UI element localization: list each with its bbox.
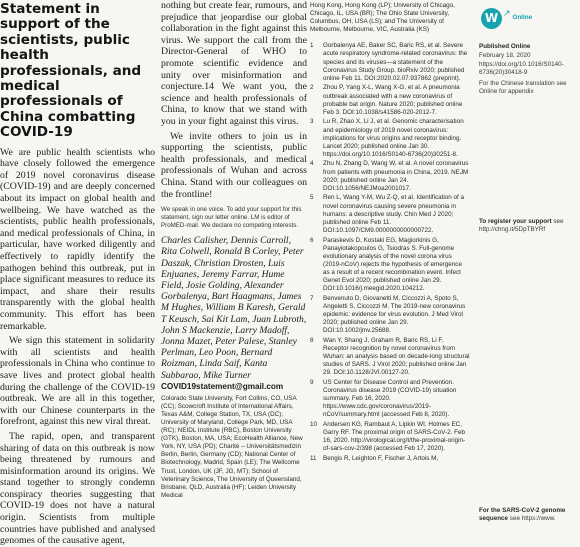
register-link[interactable]: see http://chng.it/5DpTBYRf — [479, 218, 564, 234]
reference-item — [310, 160, 470, 192]
reference-text: Zhu N, Zhang D, Wang W, et al. A novel coronavirus from patients with pneumonia in China, 2019. NEJM 2020; published online Jan 24. DOI:10.1056/NEJMoa2001017. — [323, 160, 469, 192]
affiliations: Colorado State University, Fort Collins, CO, USA (CC); Scowcroft Institute of International Affairs, Texas A&M, College Station, TX, USA (DC); University of Maryland, College Park, MD, USA (RC); NEIDL Institute (RBC), Boston University (GTK), Boston, MA, USA; EcoHealth Alliance, New York, NY, USA (PD); Charité – Universitätsmedizin Berlin, Berlin, Germany (CD); National Center of Biotechnology, Madrid, Spain (LE); The Wellcome Trust, London, UK (JF, JG, MT); School of Veterinary Science, The University of Queensland, Brisbane, QLD, Australia (HF); Leiden University Medical — [161, 394, 303, 499]
signatory-list: Charles Calisher, Dennis Carroll, Rita Colwell, Ronald B Corley, Peter Daszak, Christian Drosten, Luis Enjuanes, Jeremy Farrar, Hume Field, Josie Golding, Alexander Gorbalenya, Bart Haagmans, James M Hughes, William B Karesh, Gerald T Keusch, Sai Kit Lam, Juan Lubroth, John S Mackenzie, Larry Madoff, Jonna Mazet, Peter Palese, Stanley Perlman, Leo Poon, Bernard Roizman, Linda Saif, Kanta Subbarao, Mike Turner — [161, 235, 307, 381]
reference-text: Gorbalenya AE, Baker SC, Baric RS, et al. Severe acute respiratory syndrome-related coronavirus: the species and its viruses—a statement of the Coronavirus Study Group. bioRxiv 2020; published online Feb 11. DOI:2020.02.07.937862 (preprint). — [323, 42, 468, 82]
reference-number: 9 — [310, 378, 314, 386]
reference-list — [310, 42, 470, 463]
reference-number: 11 — [310, 454, 317, 462]
reference-text: Lu R, Zhao X, Li J, et al. Genomic characterisation and epidemiology of 2019 novel coronavirus: implications for virus origins and receptor binding. Lancet 2020; published online Jan 30. https://doi.org/10.1016/S0140-6736(20)30251-8. — [323, 118, 464, 158]
reference-item — [310, 84, 470, 116]
reference-item — [310, 295, 470, 335]
reference-text: Ren L, Wang Y-M, Wu Z-Q, et al. Identification of a novel coronavirus causing severe pneumonia in humans: a descriptive study. Chin Med J 2020; published online Feb 11. DOI:10.1097/CM9.0000000000000722. — [323, 194, 465, 234]
translation-note: For the Chinese translation see Online for appendix — [479, 79, 567, 96]
body-column-1 — [0, 147, 155, 547]
reference-number: 2 — [310, 84, 314, 92]
margin-column — [479, 0, 580, 529]
reference-item — [310, 337, 470, 377]
reference-item — [310, 421, 470, 453]
body-column-2 — [161, 0, 307, 200]
reference-item — [310, 118, 470, 158]
body-paragraph: We invite others to join us in supporting the scientists, public health professionals, and medical professionals of Wuhan and across China. Stand with our colleagues on the frontline! — [161, 130, 307, 200]
publication-date: February 18, 2020 — [479, 51, 531, 59]
affiliations-continued: Hong Kong, Hong Kong (LP); University of Chicago, Chicago, IL, USA (BR); The Ohio State University, Columbus, OH, USA (LS); and The University of Melbourne, Melbourne, VIC, Australia (KS) — [310, 2, 455, 34]
headline: Statement in support of the scientists, public health professionals, and medical professionals of China combatting COVID-19 — [0, 1, 142, 141]
reference-text: Andersen KG, Rambaut A, Lipkin WI, Holmes EC, Garry RF. The proximal origin of SARS-CoV-2. Feb 16, 2020. http://virological.org/t/the-proximal-origin-of-sars-cov-2/398 (accessed Feb 17, 2020). — [323, 420, 466, 453]
register-support-note — [479, 218, 580, 235]
column-3 — [310, 0, 470, 529]
body-paragraph: The rapid, open, and transparent sharing of data on this outbreak is now being threatened by rumours and misinformation around its origins. We stand together to strongly condemn conspiracy theories suggesting that COVID-19 does not have a natural origin. Scientists from multiple countries have published and analysed genomes of the causative agent, — [0, 430, 155, 547]
brand-logo — [481, 8, 580, 29]
body-paragraph: We sign this statement in solidarity with all scientists and health professionals in China who continue to save lives and protect global health during the challenge of the COVID-19 outbreak. We are all in this together, with our Chinese counterparts in the forefront, against this new viral threat. — [0, 335, 155, 428]
reference-item — [310, 379, 470, 419]
reference-number: 4 — [310, 160, 314, 168]
publication-info — [479, 43, 580, 96]
reference-number: 7 — [310, 294, 314, 302]
genome-note-label: For the SARS-CoV-2 genome sequence — [479, 507, 566, 523]
reference-number: 5 — [310, 194, 314, 202]
brand-label: Online — [512, 14, 533, 22]
reference-number: 3 — [310, 118, 314, 126]
reference-item — [310, 455, 470, 463]
reference-number: 8 — [310, 336, 314, 344]
body-paragraph: We are public health scientists who have closely followed the emergence of 2019 novel coronavirus disease (COVID-19) and are deeply concerned about its impact on global health and wellbeing. We have watched as the scientists, public health professionals, and medical professionals of China, in particular, have worked diligently and effectively to rapidly identify the pathogen behind this outbreak, put in place significant measures to reduce its impact, and share their results transparently with the global health community. This effort has been remarkable. — [0, 146, 155, 332]
disclosure-note: We speak in one voice. To add your support for this statement, sign our letter online. LM is editor of ProMED-mail. We declare no competing interests. — [161, 206, 302, 230]
reference-text: Benvenuto D, Giovanetti M, Ciccozzi A, Spoto S, Angeletti S, Ciccozzi M. The 2019-new coronavirus epidemic: evidence for virus evolution. J Med Virol 2020; published online Jan 29. DOI:10.1002/jmv.25688. — [323, 294, 466, 335]
reference-text: Paraskevis D, Kostaki EG, Magiorkinis G, Panayiotakopoulos G, Tsiodras S. Full-genome evolutionary analysis of the novel corona virus (2019-nCoV) rejects the hypothesis of emergence as a result of a recent recombination event. Infect Genet Evol 2020; published online Jan 29. DOI:10.1016/j.meegid.2020.104212. — [323, 236, 462, 293]
external-arrow-icon — [503, 9, 511, 17]
reference-item — [310, 194, 470, 234]
reference-item — [310, 42, 470, 82]
reference-item — [310, 237, 470, 294]
reference-number: 1 — [310, 42, 314, 50]
genome-sequence-note — [479, 507, 580, 524]
contact-email-link[interactable]: COVID19statement@gmail.com — [161, 381, 284, 391]
reference-text: Zhou P, Yang X-L, Wang X-G, et al. A pneumonia outbreak associated with a new coronavirus of probable bat origin. Nature 2020; published online Feb 3. DOI:10.1038/s41586-020-2012-7. — [323, 84, 463, 116]
w-logo-icon: W — [481, 8, 502, 29]
column-2 — [161, 0, 307, 529]
register-label: To register your support — [479, 218, 552, 225]
reference-number: 10 — [310, 420, 318, 428]
doi-link[interactable]: https://doi.org/10.1016/S0140-6736(20)30418-9 — [479, 60, 564, 77]
published-online-heading: Published Online — [479, 43, 531, 50]
genome-note-link[interactable]: see https://www. — [508, 515, 556, 523]
column-1 — [0, 0, 155, 547]
body-paragraph: nothing but create fear, rumours, and prejudice that jeopardise our global collaboration in the fight against this virus. We support the call from the Director-General of WHO to promote scientific evidence and unity over misinformation and conjecture.14 We want you, the science and health professionals of China, to know that we stand with you in your fight against this virus. — [161, 0, 307, 127]
reference-text: US Center for Disease Control and Prevention. Coronavirus disease 2019 (COVID-19) situation summary. Feb 16, 2020. https://www.cdc.gov/coronavirus/2019-nCoV/summary.html (accessed Feb 8, 2020). — [323, 378, 457, 419]
reference-number: 6 — [310, 236, 314, 244]
reference-text: Bengis R, Leighton F, Fischer J, Artois M, — [323, 454, 439, 462]
reference-text: Wan Y, Shang J, Graham R, Baric RS, Li F. Receptor recognition by novel coronavirus from Wuhan: an analysis based on decade-long structural studies of SARS. J Virol 2020; published online Jan 29. DOI:10.1128/JVI.00127-20. — [323, 336, 470, 377]
